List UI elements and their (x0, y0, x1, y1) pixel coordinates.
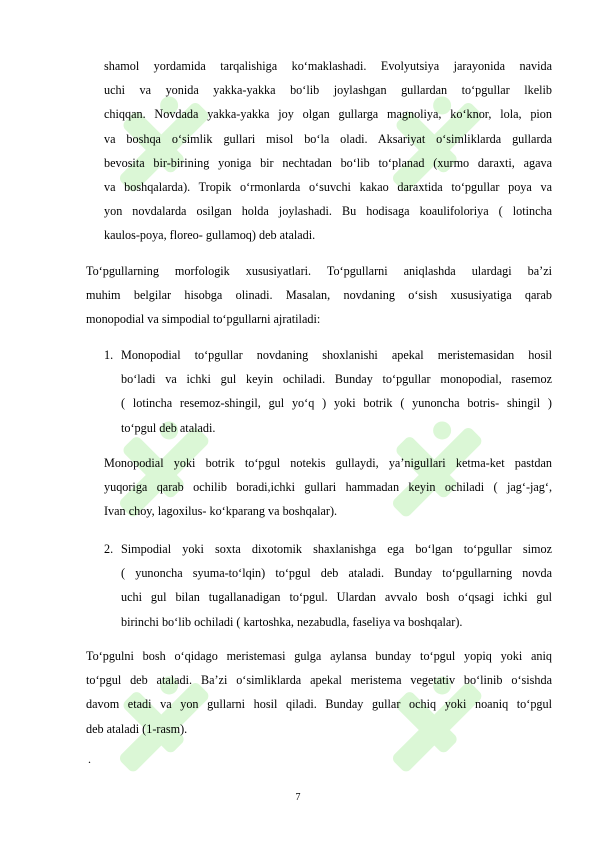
text-line: to‘pgul deb ataladi. Ba’zi o‘simliklarda apekal meristema vegetativ bo‘linib o‘sishda (86, 673, 552, 688)
text-line: uchi gul bilan tugallanadigan to‘pgul. Ulardan avvalo bosh o‘qsagi ichki gul (121, 590, 552, 605)
paragraph-4 (86, 644, 552, 741)
text-line: yuqoriga qarab ochilib boradi,ichki gullari hammadan keyin ochiladi ( jag‘-jag‘, (104, 480, 552, 495)
text-line: birinchi bo‘lib ochiladi ( kartoshka, nezabudla, faseliya va boshqalar). (121, 614, 463, 629)
text-line: To‘pgulni bosh o‘qidago meristemasi gulga aylansa bunday to‘pgul yopiq yoki aniq (86, 649, 552, 663)
text-line: shamol yordamida tarqalishiga ko‘maklashadi. Evolyutsiya jarayonida navida (104, 59, 552, 73)
list-number: 2. (104, 542, 114, 556)
trailing-mark: . (88, 752, 91, 766)
text-line: To‘pgullarning morfologik xususiyatlari. To‘pgullarni aniqlashda ulardagi ba’zi (86, 264, 552, 278)
text-line: chiqqan. Novdada yakka-yakka joy olgan gullarga magnoliya, ko‘knor, lola, pion (104, 107, 552, 122)
list-item-2 (121, 537, 552, 634)
text-line: Simpodial yoki soxta dixotomik shaxlanishga ega bo‘lgan to‘pgullar simoz (121, 542, 552, 556)
text-line: deb ataladi (1-rasm). (86, 721, 188, 736)
paragraph-1 (104, 54, 552, 248)
text-line: davom etadi va yon gullarni hosil qiladi. Bunday gullar ochiq yoki noaniq to‘pgul (86, 697, 552, 712)
text-line: Monopodial to‘pgullar novdaning shoxlanishi apekal meristemasidan hosil (121, 348, 552, 362)
text-line: ( lotincha resemoz-shingil, gul yo‘q ) yoki botrik ( yunoncha botris- shingil ) (121, 396, 552, 411)
text-line: Ivan choy, lagoxilus- ko‘kparang va boshqalar). (104, 504, 338, 519)
page-number: 7 (295, 792, 301, 803)
text-line: bevosita bir-birining yoniga bir nechtadan bo‘lib to‘planad (xurmo daraxti, agava (104, 155, 552, 170)
list-item-1 (121, 343, 552, 440)
text-line: bo‘ladi va ichki gul keyin ochiladi. Bunday to‘pgullar monopodial, rasemoz (121, 372, 552, 387)
text-line: Monopodial yoki botrik to‘pgul notekis gullaydi, ya’nigullari ketma-ket pastdan (104, 456, 552, 470)
paragraph-3 (104, 451, 552, 524)
paragraph-2 (86, 259, 552, 332)
text-line: ( yunoncha syuma-to‘lqin) to‘pgul deb ataladi. Bunday to‘pgullarning novda (121, 566, 552, 581)
text-line: uchi va yonida yakka-yakka bo‘lib joylashgan gullardan to‘pgullar lkelib (104, 83, 552, 98)
list-number: 1. (104, 348, 114, 362)
text-line: muhim belgilar hisobga olinadi. Masalan, novdaning o‘sish xususiyatiga qarab (86, 288, 552, 303)
text-line: to‘pgul deb ataladi. (121, 420, 216, 435)
text-line: yon novdalarda osilgan holda joylashadi. Bu hodisaga koaulifoloriya ( lotincha (104, 204, 552, 219)
text-line: kaulos-poya, floreo- gullamoq) deb ataladi. (104, 228, 316, 243)
text-line: va boshqalarda). Tropik o‘rmonlarda o‘suvchi kakao daraxtida to‘pgullar poya va (104, 180, 552, 195)
text-line: monopodial va simpodial to‘pgullarni ajratiladi: (86, 312, 321, 327)
text-line: va boshqa o‘simlik gullari misol bo‘la oladi. Aksariyat o‘simliklarda gullarda (104, 131, 552, 146)
